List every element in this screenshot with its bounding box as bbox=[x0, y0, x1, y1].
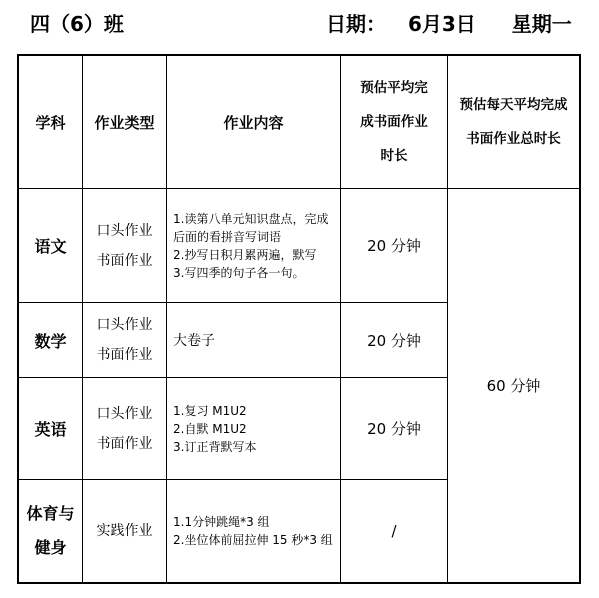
type-cell bbox=[83, 303, 167, 378]
content-item: 1.复习 M1U2 bbox=[173, 403, 247, 418]
time-cell: / bbox=[341, 480, 448, 583]
type-item: 书面作业 bbox=[96, 252, 153, 269]
class-title: 四（6）班 bbox=[30, 12, 124, 36]
header-est-time-line: 时长 bbox=[380, 148, 408, 164]
header-est-time-line: 成书面作业 bbox=[360, 114, 428, 130]
header-est-time-line: 预估平均完 bbox=[360, 80, 428, 96]
type-cell bbox=[83, 189, 167, 303]
type-cell bbox=[83, 378, 167, 480]
content-cell bbox=[167, 378, 341, 480]
header-est-time bbox=[341, 56, 448, 189]
type-item: 口头作业 bbox=[96, 317, 153, 333]
table-row bbox=[19, 189, 580, 303]
content-item: 2.坐位体前屈拉伸 15 秒*3 组 bbox=[173, 533, 333, 547]
daily-total-cell: 60 分钟 bbox=[448, 189, 580, 583]
subject-cell: 数学 bbox=[19, 303, 83, 378]
type-item: 书面作业 bbox=[96, 347, 153, 363]
subject-cell: 英语 bbox=[19, 378, 83, 480]
time-cell: 20 分钟 bbox=[341, 189, 448, 303]
subject-cell bbox=[19, 480, 83, 583]
content-cell: 大卷子 bbox=[167, 303, 341, 378]
weekday: 星期一 bbox=[511, 12, 572, 36]
content-item: 3.订正背默写本 bbox=[173, 439, 257, 454]
type-item: 实践作业 bbox=[96, 523, 153, 539]
homework-table bbox=[18, 55, 580, 583]
content-cell bbox=[167, 189, 341, 303]
content-item: 1.读第八单元知识盘点，完成后面的看拼音写词语 bbox=[173, 211, 329, 244]
header-subject: 学科 bbox=[19, 56, 83, 189]
time-cell: 20 分钟 bbox=[341, 378, 448, 480]
subject-line: 健身 bbox=[34, 538, 67, 557]
type-cell bbox=[83, 480, 167, 583]
date-value: 6月3日 bbox=[407, 12, 476, 36]
date-label: 日期： bbox=[326, 12, 386, 36]
type-item: 口头作业 bbox=[96, 222, 153, 239]
content-item: 2.自默 M1U2 bbox=[173, 421, 247, 436]
content-item: 1.1分钟跳绳*3 组 bbox=[173, 515, 270, 529]
header-type: 作业类型 bbox=[83, 56, 167, 189]
header-daily-total-line: 预估每天平均完成 bbox=[459, 97, 568, 113]
content-item: 3.写四季的句子各一句。 bbox=[173, 265, 305, 280]
header-daily-total-line: 书面作业总时长 bbox=[466, 131, 561, 147]
type-item: 书面作业 bbox=[96, 435, 153, 452]
header-daily-total bbox=[448, 56, 580, 189]
content-cell bbox=[167, 480, 341, 583]
time-cell: 20 分钟 bbox=[341, 303, 448, 378]
date-line bbox=[326, 8, 572, 37]
subject-cell: 语文 bbox=[19, 189, 83, 303]
type-item: 口头作业 bbox=[96, 405, 153, 422]
subject-line: 体育与 bbox=[26, 504, 75, 523]
header-content: 作业内容 bbox=[167, 56, 341, 189]
content-item: 2.抄写日积月累两遍，默写 bbox=[173, 247, 317, 262]
header-row bbox=[19, 56, 580, 189]
